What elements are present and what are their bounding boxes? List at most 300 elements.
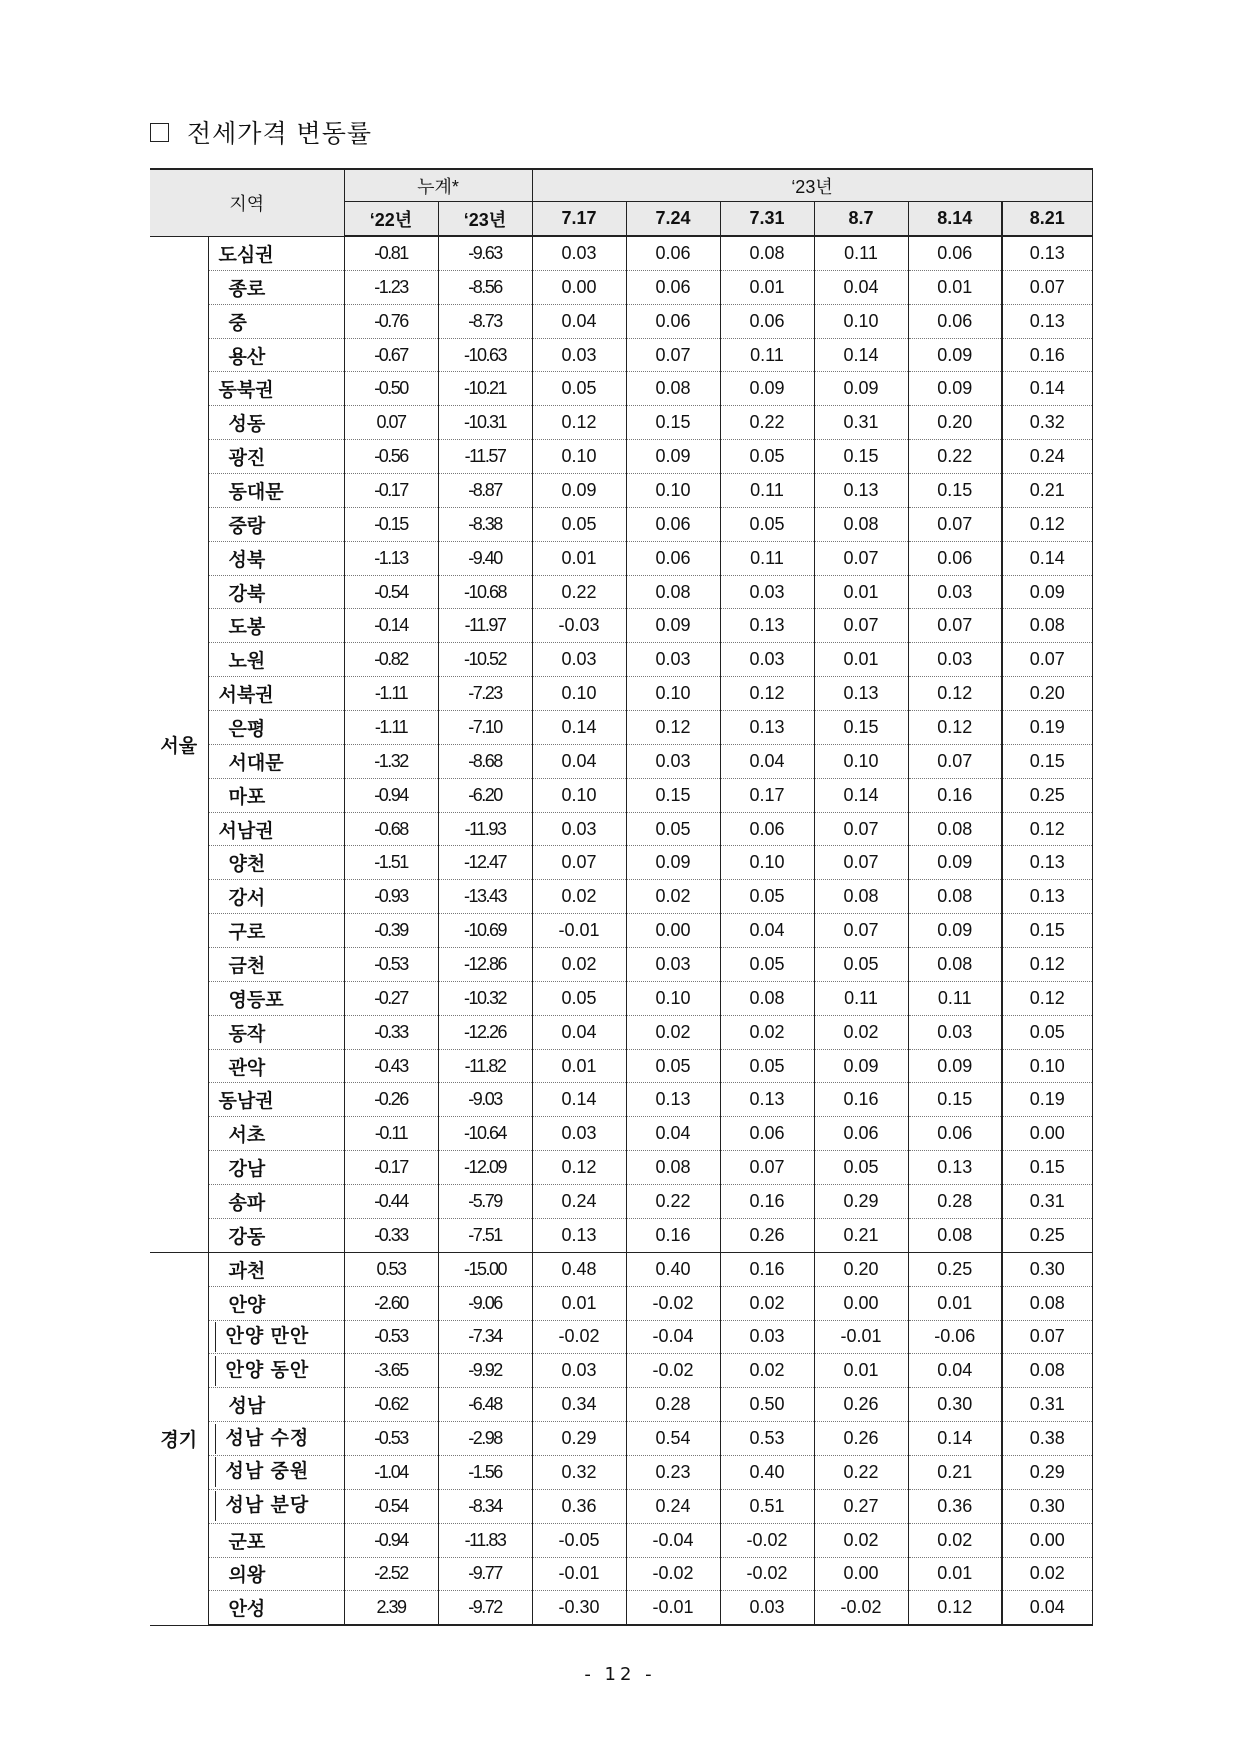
weekly-value: 0.15 xyxy=(814,711,908,745)
weekly-value: 0.00 xyxy=(814,1286,908,1320)
region-name: 서초 xyxy=(208,1117,344,1151)
weekly-value: 0.28 xyxy=(908,1185,1002,1219)
weekly-value: 0.03 xyxy=(532,236,626,270)
weekly-value: 0.06 xyxy=(626,541,720,575)
weekly-value: 0.06 xyxy=(720,1117,814,1151)
weekly-value: 0.08 xyxy=(908,948,1002,982)
accumulated-value: -10.69 xyxy=(438,914,532,948)
weekly-value: 0.13 xyxy=(908,1151,1002,1185)
accumulated-value: -0.68 xyxy=(344,812,438,846)
weekly-value: 0.32 xyxy=(532,1455,626,1489)
region-name: 송파 xyxy=(208,1185,344,1219)
table-row xyxy=(150,643,1092,677)
weekly-value: 0.01 xyxy=(814,643,908,677)
weekly-value: 0.13 xyxy=(532,1218,626,1252)
table-row xyxy=(150,1489,1092,1523)
week-col-header: 8.21 xyxy=(1002,202,1092,237)
sub-region-name: 안양 만안 xyxy=(215,1322,310,1352)
region-name: 광진 xyxy=(208,440,344,474)
weekly-value: 0.08 xyxy=(814,880,908,914)
table-row xyxy=(150,474,1092,508)
accumulated-value: -12.09 xyxy=(438,1151,532,1185)
weekly-value: 0.02 xyxy=(626,880,720,914)
weekly-value: 0.12 xyxy=(532,406,626,440)
accumulated-value: -0.53 xyxy=(344,1320,438,1354)
weekly-value: 0.05 xyxy=(626,1049,720,1083)
accumulated-value: -11.97 xyxy=(438,609,532,643)
weekly-value: 0.09 xyxy=(908,846,1002,880)
weekly-value: 0.07 xyxy=(626,338,720,372)
table-row xyxy=(150,914,1092,948)
accumulated-value: -0.14 xyxy=(344,609,438,643)
weekly-value: 0.03 xyxy=(720,1591,814,1625)
accumulated-value: -0.43 xyxy=(344,1049,438,1083)
weekly-value: 0.22 xyxy=(908,440,1002,474)
region-name: 서대문 xyxy=(208,744,344,778)
accumulated-value: -12.47 xyxy=(438,846,532,880)
accumulated-value: -9.92 xyxy=(438,1354,532,1388)
accumulated-value: 2.39 xyxy=(344,1591,438,1625)
weekly-value: 0.07 xyxy=(908,507,1002,541)
table-row xyxy=(150,846,1092,880)
weekly-value: 0.08 xyxy=(908,880,1002,914)
weekly-value: 0.07 xyxy=(1002,270,1092,304)
weekly-value: 0.15 xyxy=(814,440,908,474)
accumulated-value: -1.13 xyxy=(344,541,438,575)
weekly-value: 0.05 xyxy=(720,948,814,982)
weekly-value: 0.08 xyxy=(1002,609,1092,643)
table-row xyxy=(150,1015,1092,1049)
acc-col-header: ‘23년 xyxy=(438,202,532,237)
accumulated-value: -11.83 xyxy=(438,1523,532,1557)
weekly-value: 0.15 xyxy=(626,778,720,812)
table-row xyxy=(150,1422,1092,1456)
region-name xyxy=(208,1455,344,1489)
region-name xyxy=(208,1489,344,1523)
weekly-value: 0.05 xyxy=(720,440,814,474)
weekly-value: 0.25 xyxy=(908,1252,1002,1286)
table-row xyxy=(150,1591,1092,1625)
accumulated-value: -8.68 xyxy=(438,744,532,778)
weekly-value: 0.13 xyxy=(1002,304,1092,338)
table-row xyxy=(150,440,1092,474)
weekly-value: 0.09 xyxy=(626,609,720,643)
weekly-value: 0.20 xyxy=(908,406,1002,440)
accumulated-value: 0.53 xyxy=(344,1252,438,1286)
table-row xyxy=(150,711,1092,745)
weekly-value: 0.09 xyxy=(720,372,814,406)
weekly-value: 0.13 xyxy=(814,474,908,508)
weekly-value: 0.03 xyxy=(720,575,814,609)
weekly-value: 0.13 xyxy=(1002,880,1092,914)
weekly-value: 0.19 xyxy=(1002,711,1092,745)
sub-region-name: 성남 분당 xyxy=(215,1491,310,1521)
accumulated-value: -0.15 xyxy=(344,507,438,541)
weekly-value: 0.01 xyxy=(532,1286,626,1320)
accumulated-value: -0.26 xyxy=(344,1083,438,1117)
weekly-value: 0.06 xyxy=(908,304,1002,338)
region-name: 은평 xyxy=(208,711,344,745)
weekly-value: 0.05 xyxy=(814,1151,908,1185)
weekly-value: 0.16 xyxy=(1002,338,1092,372)
week-col-header: 8.14 xyxy=(908,202,1002,237)
weekly-value: 0.10 xyxy=(626,981,720,1015)
weekly-value: -0.02 xyxy=(626,1286,720,1320)
table-row xyxy=(150,778,1092,812)
weekly-value: 0.08 xyxy=(908,1218,1002,1252)
accumulated-value: -1.11 xyxy=(344,677,438,711)
weekly-value: 0.12 xyxy=(1002,981,1092,1015)
weekly-value: 0.16 xyxy=(720,1185,814,1219)
weekly-value: 0.20 xyxy=(814,1252,908,1286)
table-row xyxy=(150,744,1092,778)
region-name: 도봉 xyxy=(208,609,344,643)
weekly-value: 0.02 xyxy=(720,1354,814,1388)
region-name: 서북권 xyxy=(208,677,344,711)
weekly-value: 0.14 xyxy=(1002,372,1092,406)
weekly-value: -0.02 xyxy=(720,1557,814,1591)
weekly-value: -0.02 xyxy=(626,1557,720,1591)
accumulated-value: -11.82 xyxy=(438,1049,532,1083)
table-row xyxy=(150,1523,1092,1557)
region-name: 중 xyxy=(208,304,344,338)
weekly-value: 0.12 xyxy=(908,1591,1002,1625)
weekly-value: 0.01 xyxy=(532,1049,626,1083)
weekly-value: 0.25 xyxy=(1002,778,1092,812)
weekly-value: 0.08 xyxy=(1002,1354,1092,1388)
region-name: 의왕 xyxy=(208,1557,344,1591)
weekly-value: 0.26 xyxy=(814,1422,908,1456)
weekly-value: 0.03 xyxy=(908,575,1002,609)
accumulated-value: -10.63 xyxy=(438,338,532,372)
accumulated-value: -2.52 xyxy=(344,1557,438,1591)
weekly-value: 0.10 xyxy=(626,677,720,711)
weekly-value: 0.09 xyxy=(814,372,908,406)
region-header: 지역 xyxy=(150,169,344,236)
weekly-value: 0.07 xyxy=(532,846,626,880)
accumulated-value: -8.87 xyxy=(438,474,532,508)
weekly-value: 0.03 xyxy=(626,744,720,778)
weekly-value: 0.22 xyxy=(720,406,814,440)
accumulated-value: -9.06 xyxy=(438,1286,532,1320)
accumulated-value: -0.50 xyxy=(344,372,438,406)
weekly-value: 0.06 xyxy=(626,236,720,270)
accumulated-value: -0.76 xyxy=(344,304,438,338)
accumulated-value: -0.94 xyxy=(344,778,438,812)
table-row xyxy=(150,1455,1092,1489)
accumulated-value: -11.57 xyxy=(438,440,532,474)
weekly-value: 0.14 xyxy=(814,338,908,372)
table-row xyxy=(150,1083,1092,1117)
region-name: 성남 xyxy=(208,1388,344,1422)
accumulated-value: -0.17 xyxy=(344,474,438,508)
table-row xyxy=(150,1218,1092,1252)
weekly-value: 0.09 xyxy=(908,914,1002,948)
weekly-value: 0.32 xyxy=(1002,406,1092,440)
accumulated-value: -0.11 xyxy=(344,1117,438,1151)
weekly-value: 0.08 xyxy=(626,575,720,609)
accumulated-value: -9.63 xyxy=(438,236,532,270)
weekly-value: 0.06 xyxy=(626,304,720,338)
weekly-value: 0.10 xyxy=(814,304,908,338)
weekly-value: 0.11 xyxy=(720,474,814,508)
table-row xyxy=(150,1354,1092,1388)
weekly-value: 0.27 xyxy=(814,1489,908,1523)
table-row xyxy=(150,1557,1092,1591)
weekly-value: 0.13 xyxy=(626,1083,720,1117)
weekly-value: 0.12 xyxy=(1002,948,1092,982)
acc-col-header: ‘22년 xyxy=(344,202,438,237)
accumulated-value: -10.21 xyxy=(438,372,532,406)
table-row xyxy=(150,948,1092,982)
weekly-value: -0.01 xyxy=(532,914,626,948)
weekly-value: 0.09 xyxy=(908,1049,1002,1083)
accumulated-value: -0.33 xyxy=(344,1218,438,1252)
weekly-value: 0.13 xyxy=(1002,846,1092,880)
weekly-value: 0.00 xyxy=(532,270,626,304)
accumulated-value: -11.93 xyxy=(438,812,532,846)
region-name: 성북 xyxy=(208,541,344,575)
region-name: 중랑 xyxy=(208,507,344,541)
weekly-value: 0.14 xyxy=(532,1083,626,1117)
weekly-value: -0.02 xyxy=(814,1591,908,1625)
page-number: - 12 - xyxy=(584,1664,656,1685)
weekly-value: 0.29 xyxy=(814,1185,908,1219)
weekly-value: 0.09 xyxy=(626,846,720,880)
checkbox-square-icon xyxy=(150,123,169,142)
weekly-value: -0.04 xyxy=(626,1320,720,1354)
weekly-value: 0.04 xyxy=(720,914,814,948)
accumulated-value: -0.17 xyxy=(344,1151,438,1185)
accumulated-value: -1.11 xyxy=(344,711,438,745)
table-row xyxy=(150,304,1092,338)
weekly-value: 0.13 xyxy=(720,1083,814,1117)
weekly-value: 0.06 xyxy=(908,1117,1002,1151)
weekly-value: 0.30 xyxy=(1002,1252,1092,1286)
weekly-value: 0.04 xyxy=(532,1015,626,1049)
weekly-value: 0.11 xyxy=(720,541,814,575)
weekly-value: 0.28 xyxy=(626,1388,720,1422)
table-row xyxy=(150,609,1092,643)
weekly-value: 0.05 xyxy=(532,507,626,541)
weekly-value: 0.07 xyxy=(1002,643,1092,677)
accumulated-value: -0.39 xyxy=(344,914,438,948)
section-title xyxy=(150,114,372,150)
weekly-value: 0.08 xyxy=(626,372,720,406)
accumulated-value: -0.53 xyxy=(344,948,438,982)
weekly-value: -0.02 xyxy=(626,1354,720,1388)
weekly-value: 0.13 xyxy=(720,609,814,643)
region-name xyxy=(208,1320,344,1354)
weekly-value: 0.00 xyxy=(1002,1117,1092,1151)
sub-region-name: 성남 중원 xyxy=(215,1457,310,1487)
weekly-value: 0.50 xyxy=(720,1388,814,1422)
weekly-value: 0.04 xyxy=(720,744,814,778)
accumulated-value: -1.56 xyxy=(438,1455,532,1489)
accumulated-value: -7.51 xyxy=(438,1218,532,1252)
table-row xyxy=(150,981,1092,1015)
weekly-value: 0.09 xyxy=(908,338,1002,372)
accumulated-value: -1.32 xyxy=(344,744,438,778)
accumulated-value: -0.81 xyxy=(344,236,438,270)
weekly-value: 0.07 xyxy=(908,744,1002,778)
accumulated-value: -6.20 xyxy=(438,778,532,812)
weekly-value: 0.04 xyxy=(532,304,626,338)
weekly-value: 0.08 xyxy=(720,981,814,1015)
weekly-value: 0.02 xyxy=(908,1523,1002,1557)
table-row xyxy=(150,1151,1092,1185)
weekly-value: 0.05 xyxy=(532,981,626,1015)
accumulated-value: -7.34 xyxy=(438,1320,532,1354)
weekly-value: 0.06 xyxy=(814,1117,908,1151)
weekly-value: 0.16 xyxy=(814,1083,908,1117)
weekly-value: 0.25 xyxy=(1002,1218,1092,1252)
region-name: 강동 xyxy=(208,1218,344,1252)
region-name: 관악 xyxy=(208,1049,344,1083)
accumulated-header: 누계* xyxy=(344,169,532,202)
weekly-value: 0.22 xyxy=(532,575,626,609)
weekly-value: 0.10 xyxy=(814,744,908,778)
weekly-value: 0.02 xyxy=(626,1015,720,1049)
accumulated-value: -0.27 xyxy=(344,981,438,1015)
weekly-value: 0.03 xyxy=(532,812,626,846)
weekly-value: 0.06 xyxy=(908,236,1002,270)
weekly-value: 0.09 xyxy=(626,440,720,474)
accumulated-value: -9.77 xyxy=(438,1557,532,1591)
region-group-label: 서울 xyxy=(150,236,208,1252)
weekly-value: 0.03 xyxy=(720,643,814,677)
weekly-value: 0.51 xyxy=(720,1489,814,1523)
accumulated-value: -10.52 xyxy=(438,643,532,677)
weekly-value: -0.05 xyxy=(532,1523,626,1557)
weekly-value: 0.09 xyxy=(532,474,626,508)
region-name: 양천 xyxy=(208,846,344,880)
region-name: 영등포 xyxy=(208,981,344,1015)
weekly-value: 0.11 xyxy=(720,338,814,372)
weekly-value: 0.00 xyxy=(1002,1523,1092,1557)
weekly-value: 0.11 xyxy=(814,981,908,1015)
weekly-value: 0.03 xyxy=(720,1320,814,1354)
weekly-value: 0.16 xyxy=(908,778,1002,812)
region-name: 금천 xyxy=(208,948,344,982)
weekly-value: 0.03 xyxy=(532,338,626,372)
weekly-value: 0.15 xyxy=(908,1083,1002,1117)
region-name: 군포 xyxy=(208,1523,344,1557)
table-row xyxy=(150,1388,1092,1422)
weekly-value: 0.00 xyxy=(626,914,720,948)
region-name: 도심권 xyxy=(208,236,344,270)
region-name: 종로 xyxy=(208,270,344,304)
sub-region-name: 성남 수정 xyxy=(215,1424,310,1454)
weekly-value: 0.09 xyxy=(1002,575,1092,609)
accumulated-value: -0.54 xyxy=(344,1489,438,1523)
weekly-value: 0.02 xyxy=(720,1015,814,1049)
weekly-value: 0.16 xyxy=(720,1252,814,1286)
weekly-value: -0.30 xyxy=(532,1591,626,1625)
weekly-value: 0.00 xyxy=(814,1557,908,1591)
weekly-value: 0.24 xyxy=(1002,440,1092,474)
accumulated-value: -8.56 xyxy=(438,270,532,304)
weekly-value: 0.07 xyxy=(1002,1320,1092,1354)
weekly-value: 0.10 xyxy=(720,846,814,880)
weekly-value: 0.05 xyxy=(532,372,626,406)
jeonse-price-change-table xyxy=(150,168,1093,1626)
weekly-value: 0.21 xyxy=(814,1218,908,1252)
week-col-header: 8.7 xyxy=(814,202,908,237)
weekly-value: 0.10 xyxy=(532,778,626,812)
weekly-value: 0.03 xyxy=(532,1354,626,1388)
weekly-value: 0.26 xyxy=(720,1218,814,1252)
accumulated-value: -9.03 xyxy=(438,1083,532,1117)
weekly-value: -0.02 xyxy=(532,1320,626,1354)
region-name: 안양 xyxy=(208,1286,344,1320)
weekly-value: 0.05 xyxy=(720,507,814,541)
weekly-value: 0.34 xyxy=(532,1388,626,1422)
weekly-value: 0.16 xyxy=(626,1218,720,1252)
weekly-value: 0.01 xyxy=(532,541,626,575)
weekly-value: 0.07 xyxy=(814,609,908,643)
weekly-value: 0.24 xyxy=(532,1185,626,1219)
table-row xyxy=(150,880,1092,914)
table-row xyxy=(150,677,1092,711)
region-name: 성동 xyxy=(208,406,344,440)
weekly-value: 0.08 xyxy=(814,507,908,541)
weekly-value: 0.17 xyxy=(720,778,814,812)
accumulated-value: -0.44 xyxy=(344,1185,438,1219)
accumulated-value: -6.48 xyxy=(438,1388,532,1422)
weekly-value: 0.07 xyxy=(720,1151,814,1185)
table-row xyxy=(150,338,1092,372)
table-row xyxy=(150,1117,1092,1151)
weekly-value: 0.07 xyxy=(814,846,908,880)
region-name: 강북 xyxy=(208,575,344,609)
weekly-value: 0.22 xyxy=(814,1455,908,1489)
weekly-value: 0.29 xyxy=(532,1422,626,1456)
accumulated-value: -0.54 xyxy=(344,575,438,609)
weekly-value: 0.24 xyxy=(626,1489,720,1523)
weekly-value: 0.12 xyxy=(908,711,1002,745)
accumulated-value: -0.94 xyxy=(344,1523,438,1557)
weekly-value: 0.14 xyxy=(814,778,908,812)
weekly-value: 0.04 xyxy=(908,1354,1002,1388)
weekly-value: 0.13 xyxy=(720,711,814,745)
weekly-value: 0.04 xyxy=(1002,1591,1092,1625)
weekly-value: 0.15 xyxy=(1002,744,1092,778)
weekly-value: 0.12 xyxy=(626,711,720,745)
region-name: 동남권 xyxy=(208,1083,344,1117)
accumulated-value: -5.79 xyxy=(438,1185,532,1219)
section-title-text: 전세가격 변동률 xyxy=(187,119,372,148)
accumulated-value: -9.40 xyxy=(438,541,532,575)
weekly-value: 0.14 xyxy=(532,711,626,745)
weekly-value: -0.01 xyxy=(814,1320,908,1354)
accumulated-value: -0.62 xyxy=(344,1388,438,1422)
weekly-value: 0.01 xyxy=(720,270,814,304)
weekly-value: 0.01 xyxy=(908,1557,1002,1591)
week-col-header: 7.17 xyxy=(532,202,626,237)
weekly-value: 0.31 xyxy=(1002,1388,1092,1422)
weekly-value: 0.30 xyxy=(908,1388,1002,1422)
weekly-value: 0.03 xyxy=(626,948,720,982)
table-row xyxy=(150,1049,1092,1083)
accumulated-value: -7.10 xyxy=(438,711,532,745)
accumulated-value: -8.73 xyxy=(438,304,532,338)
accumulated-value: -7.23 xyxy=(438,677,532,711)
accumulated-value: -10.32 xyxy=(438,981,532,1015)
region-name: 동대문 xyxy=(208,474,344,508)
table-body xyxy=(150,236,1092,1625)
accumulated-value: -1.04 xyxy=(344,1455,438,1489)
